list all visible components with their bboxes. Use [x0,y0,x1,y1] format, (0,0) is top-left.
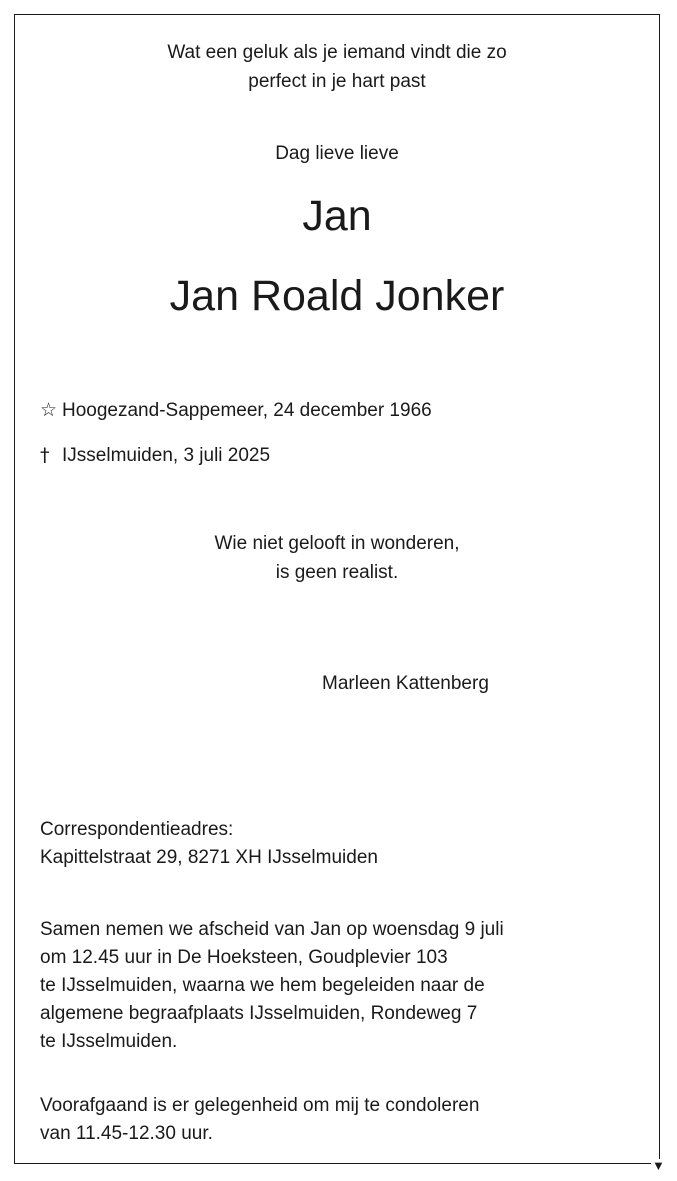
death-text: IJsselmuiden, 3 juli 2025 [62,445,271,466]
name-short: Jan [302,192,372,240]
ceremony-line: algemene begraafplaats IJsselmuiden, Rondeweg 7 [40,1003,478,1024]
quote-line: is geen realist. [275,562,399,583]
ceremony-line: om 12.45 uur in De Hoeksteen, Goudplevier 103 [40,947,448,968]
ceremony-info [40,916,640,1056]
name-full: Jan Roald Jonker [169,272,505,320]
ceremony-line: te IJsselmuiden, waarna we hem begeleiden naar de [40,975,485,996]
condolence-line: Voorafgaand is er gelegenheid om mij te condoleren [40,1095,480,1116]
address-label: Correspondentieadres: [40,819,234,840]
motto-line: perfect in je hart past [248,71,426,92]
quote-line: Wie niet gelooft in wonderen, [214,533,460,554]
address-value: Kapittelstraat 29, 8271 XH IJsselmuiden [40,847,378,868]
condolence-info [40,1092,640,1148]
quote [14,529,660,587]
death-line [40,441,270,470]
ceremony-line: Samen nemen we afscheid van Jan op woensdag 9 juli [40,919,504,940]
condolence-line: van 11.45-12.30 uur. [40,1123,213,1144]
down-arrow-icon: ▼ [652,1158,665,1173]
birth-line [40,396,432,425]
ceremony-line: te IJsselmuiden. [40,1031,178,1052]
correspondence-address [40,816,640,872]
cross-icon: † [40,444,50,466]
motto-line: Wat een geluk als je iemand vindt die zo [167,42,507,63]
greeting: Dag lieve lieve [275,143,399,164]
quote-author: Marleen Kattenberg [322,673,489,694]
motto [14,38,660,96]
star-icon: ☆ [40,399,58,421]
birth-text: Hoogezand-Sappemeer, 24 december 1966 [62,400,432,421]
